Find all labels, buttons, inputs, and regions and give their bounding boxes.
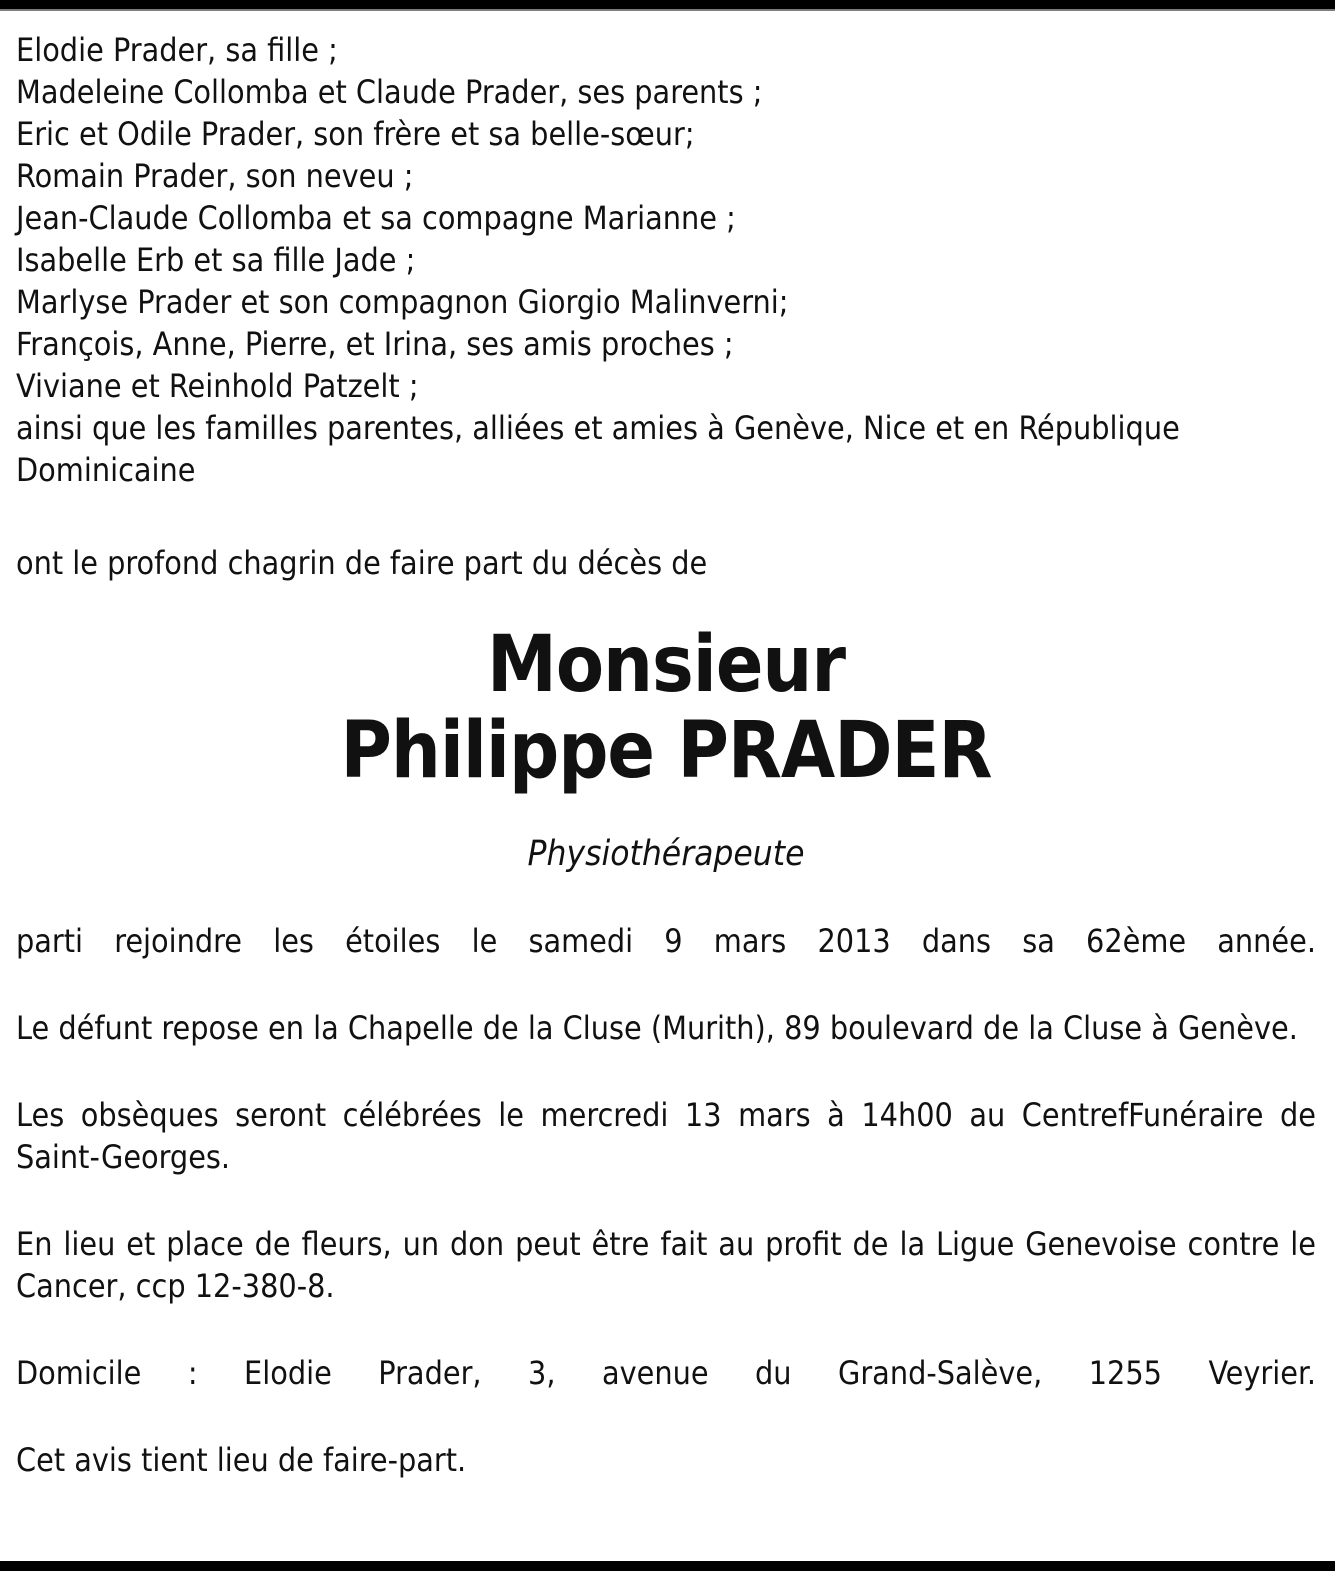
top-border-bar [0, 0, 1335, 11]
family-line: Marlyse Prader et son compagnon Giorgio Malinverni; [16, 283, 789, 321]
family-line: ainsi que les familles parentes, alliées et amies à Genève, Nice et en République Dominicaine [16, 409, 1180, 489]
salutation-title: Monsieur [486, 620, 846, 710]
family-line: Romain Prader, son neveu ; [16, 157, 414, 195]
family-line: Jean-Claude Collomba et sa compagne Marianne ; [16, 199, 736, 237]
donation-paragraph: En lieu et place de fleurs, un don peut être fait au profit de la Ligue Genevoise contre le Cancer, ccp 12-380-8. [16, 1225, 1316, 1305]
family-line: Elodie Prader, sa fille ; [16, 31, 338, 69]
repose-location-paragraph: Le défunt repose en la Chapelle de la Cluse (Murith), 89 boulevard de la Cluse à Genève. [16, 1009, 1298, 1047]
obituary-content [0, 11, 1335, 1481]
family-line: François, Anne, Pierre, et Irina, ses amis proches ; [16, 325, 734, 363]
funeral-service-paragraph: Les obsèques seront célébrées le mercredi 13 mars à 14h00 au CentrefFunéraire de Saint-Georges. [16, 1096, 1316, 1176]
family-list [16, 29, 1316, 491]
family-line: Viviane et Reinhold Patzelt ; [16, 367, 419, 405]
family-line: Isabelle Erb et sa fille Jade ; [16, 241, 416, 279]
death-announcement-paragraph: parti rejoindre les étoiles le samedi 9 mars 2013 dans sa 62ème année. [16, 922, 1316, 960]
family-line: Madeleine Collomba et Claude Prader, ses parents ; [16, 73, 763, 111]
closing-note-paragraph: Cet avis tient lieu de faire-part. [16, 1441, 467, 1479]
profession-subtitle: Physiothérapeute [527, 834, 805, 874]
intro-line: ont le profond chagrin de faire part du décès de [16, 544, 708, 582]
deceased-name: Philippe PRADER [340, 706, 992, 796]
bottom-border-bar [0, 1561, 1335, 1571]
domicile-paragraph: Domicile : Elodie Prader, 3, avenue du Grand-Salève, 1255 Veyrier. [16, 1354, 1316, 1392]
family-line: Eric et Odile Prader, son frère et sa belle-sœur; [16, 115, 695, 153]
